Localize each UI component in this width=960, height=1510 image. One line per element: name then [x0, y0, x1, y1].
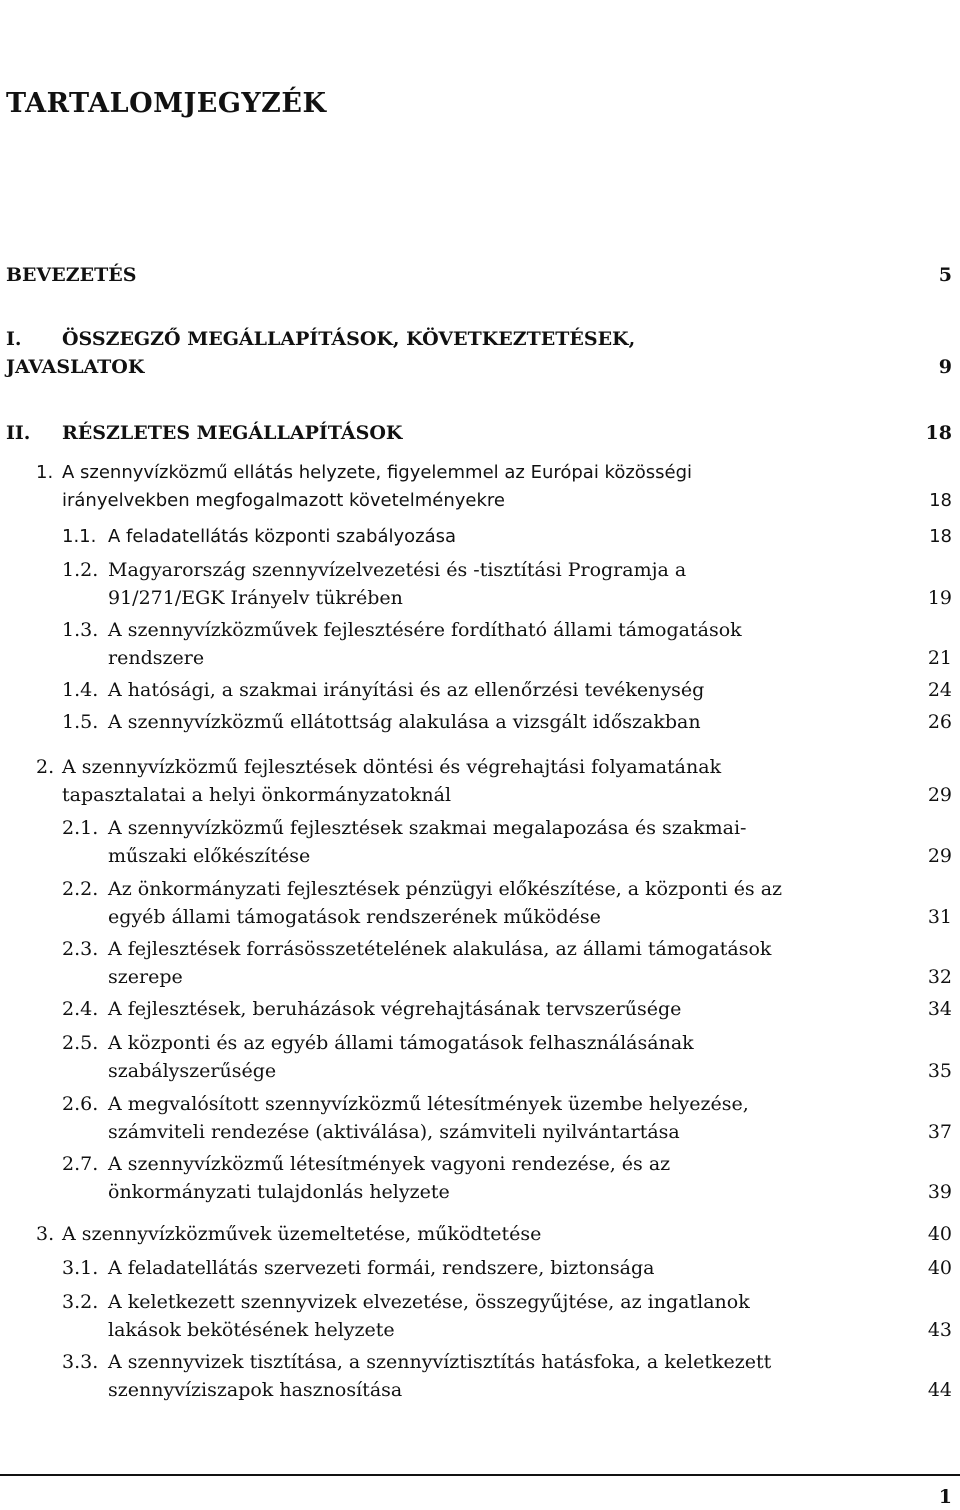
toc-entry-page-number: 18 [925, 422, 952, 444]
toc-entry-number: 2.1. [62, 817, 99, 839]
toc-entry-title-line: BEVEZETÉS [6, 264, 137, 286]
toc-entry-page-number: 18 [929, 490, 952, 511]
toc-entry-title-line: A szennyvízközmű fejlesztések szakmai megalapozása és szakmai- [108, 817, 747, 839]
footer-rule [0, 1474, 960, 1476]
toc-entry-page-number: 29 [927, 784, 952, 806]
toc-entry-page-number: 31 [927, 906, 952, 928]
toc-entry-number: 1.1. [62, 526, 97, 547]
toc-entry-number: 1. [36, 462, 54, 483]
toc-entry-title-line: egyéb állami támogatások rendszerének működése [108, 906, 601, 928]
toc-entry-number: 1.3. [62, 619, 99, 641]
toc-entry-number: 2.7. [62, 1153, 99, 1175]
toc-entry-title-line: 91/271/EGK Irányelv tükrében [108, 587, 403, 609]
toc-entry-title-line: A szennyvízközművek üzemeltetése, működtetése [62, 1223, 542, 1245]
toc-entry-number: 1.5. [62, 711, 99, 733]
toc-entry-page-number: 37 [927, 1121, 952, 1143]
toc-entry-number: 3. [36, 1223, 55, 1245]
toc-entry-number: 1.4. [62, 679, 99, 701]
toc-entry-title-line: szabályszerűsége [108, 1060, 277, 1082]
toc-entry-title-line: A megvalósított szennyvízközmű létesítmények üzembe helyezése, [108, 1093, 749, 1115]
toc-entry-title-line: lakások bekötésének helyzete [108, 1319, 395, 1341]
toc-entry-page-number: 19 [927, 587, 952, 609]
toc-entry-title-line: A szennyvízközmű ellátás helyzete, figyelemmel az Európai közösségi [62, 462, 693, 483]
toc-entry-number: 1.2. [62, 559, 99, 581]
toc-entry-number: 2.3. [62, 938, 99, 960]
toc-entry-title-line: számviteli rendezése (aktiválása), számviteli nyilvántartása [108, 1121, 680, 1143]
toc-entry-number: I. [6, 328, 22, 350]
toc-entry-title-line: Az önkormányzati fejlesztések pénzügyi előkészítése, a központi és az [108, 878, 783, 900]
toc-entry-number: II. [6, 422, 31, 444]
toc-entry-title-line: A szennyvízközmű létesítmények vagyoni rendezése, és az [108, 1153, 671, 1175]
toc-entry-page-number: 9 [938, 356, 952, 378]
toc-entry-title-line: A szennyvízközmű ellátottság alakulása a vizsgált időszakban [108, 711, 701, 733]
toc-entry-page-number: 5 [938, 264, 952, 286]
toc-entry-title-line: szennyvíziszapok hasznosítása [108, 1379, 403, 1401]
toc-entry-title-line: RÉSZLETES MEGÁLLAPÍTÁSOK [62, 422, 403, 444]
toc-entry-title-line: tapasztalatai a helyi önkormányzatoknál [62, 784, 452, 806]
toc-entry-page-number: 29 [927, 845, 952, 867]
toc-entry-title-line: A fejlesztések, beruházások végrehajtásának tervszerűsége [108, 998, 682, 1020]
toc-entry-title-line: A fejlesztések forrásösszetételének alakulása, az állami támogatások [108, 938, 772, 960]
toc-entry-page-number: 24 [927, 679, 952, 701]
toc-entry-page-number: 43 [927, 1319, 952, 1341]
toc-entry-number: 3.2. [62, 1291, 99, 1313]
toc-entry-title-line: szerepe [108, 966, 183, 988]
toc-entry-title-line: A feladatellátás központi szabályozása [108, 526, 457, 547]
toc-entry-page-number: 39 [927, 1181, 952, 1203]
footer-page-number: 1 [938, 1486, 952, 1508]
toc-entry-title-line: irányelvekben megfogalmazott követelményekre [62, 490, 505, 511]
toc-entry-title-line: A szennyvízközmű fejlesztések döntési és végrehajtási folyamatának [62, 756, 722, 778]
toc-entry-title-line: A szennyvízközművek fejlesztésére fordítható állami támogatások [108, 619, 742, 641]
toc-entry-title-line: műszaki előkészítése [108, 845, 311, 867]
toc-entry-page-number: 18 [929, 526, 952, 547]
toc-entry-number: 3.3. [62, 1351, 99, 1373]
toc-entry-page-number: 21 [927, 647, 952, 669]
toc-entry-title-line: A központi és az egyéb állami támogatások felhasználásának [108, 1032, 694, 1054]
toc-entry-title-line: A szennyvizek tisztítása, a szennyvíztisztítás hatásfoka, a keletkezett [108, 1351, 772, 1373]
toc-entry-number: 2. [36, 756, 55, 778]
toc-entry-number: 3.1. [62, 1257, 99, 1279]
toc-entry-page-number: 35 [927, 1060, 952, 1082]
toc-entry-page-number: 40 [927, 1223, 952, 1245]
page-title: TARTALOMJEGYZÉK [6, 88, 327, 119]
toc-entry-title-line: rendszere [108, 647, 205, 669]
toc-entry-title-line: A feladatellátás szervezeti formái, rendszere, biztonsága [108, 1257, 655, 1279]
toc-entry-page-number: 34 [927, 998, 952, 1020]
toc-entry-number: 2.5. [62, 1032, 99, 1054]
toc-entry-number: 2.6. [62, 1093, 99, 1115]
toc-entry-page-number: 26 [927, 711, 952, 733]
toc-entry-title-line: Magyarország szennyvízelvezetési és -tisztítási Programja a [108, 559, 687, 581]
toc-entry-title-line: A keletkezett szennyvizek elvezetése, összegyűjtése, az ingatlanok [108, 1291, 750, 1313]
toc-entry-page-number: 40 [927, 1257, 952, 1279]
toc-entry-title-line: ÖSSZEGZŐ MEGÁLLAPÍTÁSOK, KÖVETKEZTETÉSEK, [62, 328, 636, 350]
toc-entry-page-number: 44 [927, 1379, 952, 1401]
toc-entry-title-line: önkormányzati tulajdonlás helyzete [108, 1181, 450, 1203]
toc-entry-title-line: JAVASLATOK [6, 356, 145, 378]
toc-entry-title-line: A hatósági, a szakmai irányítási és az ellenőrzési tevékenység [108, 679, 705, 701]
toc-entry-number: 2.4. [62, 998, 99, 1020]
toc-entry-page-number: 32 [927, 966, 952, 988]
toc-entry-number: 2.2. [62, 878, 99, 900]
